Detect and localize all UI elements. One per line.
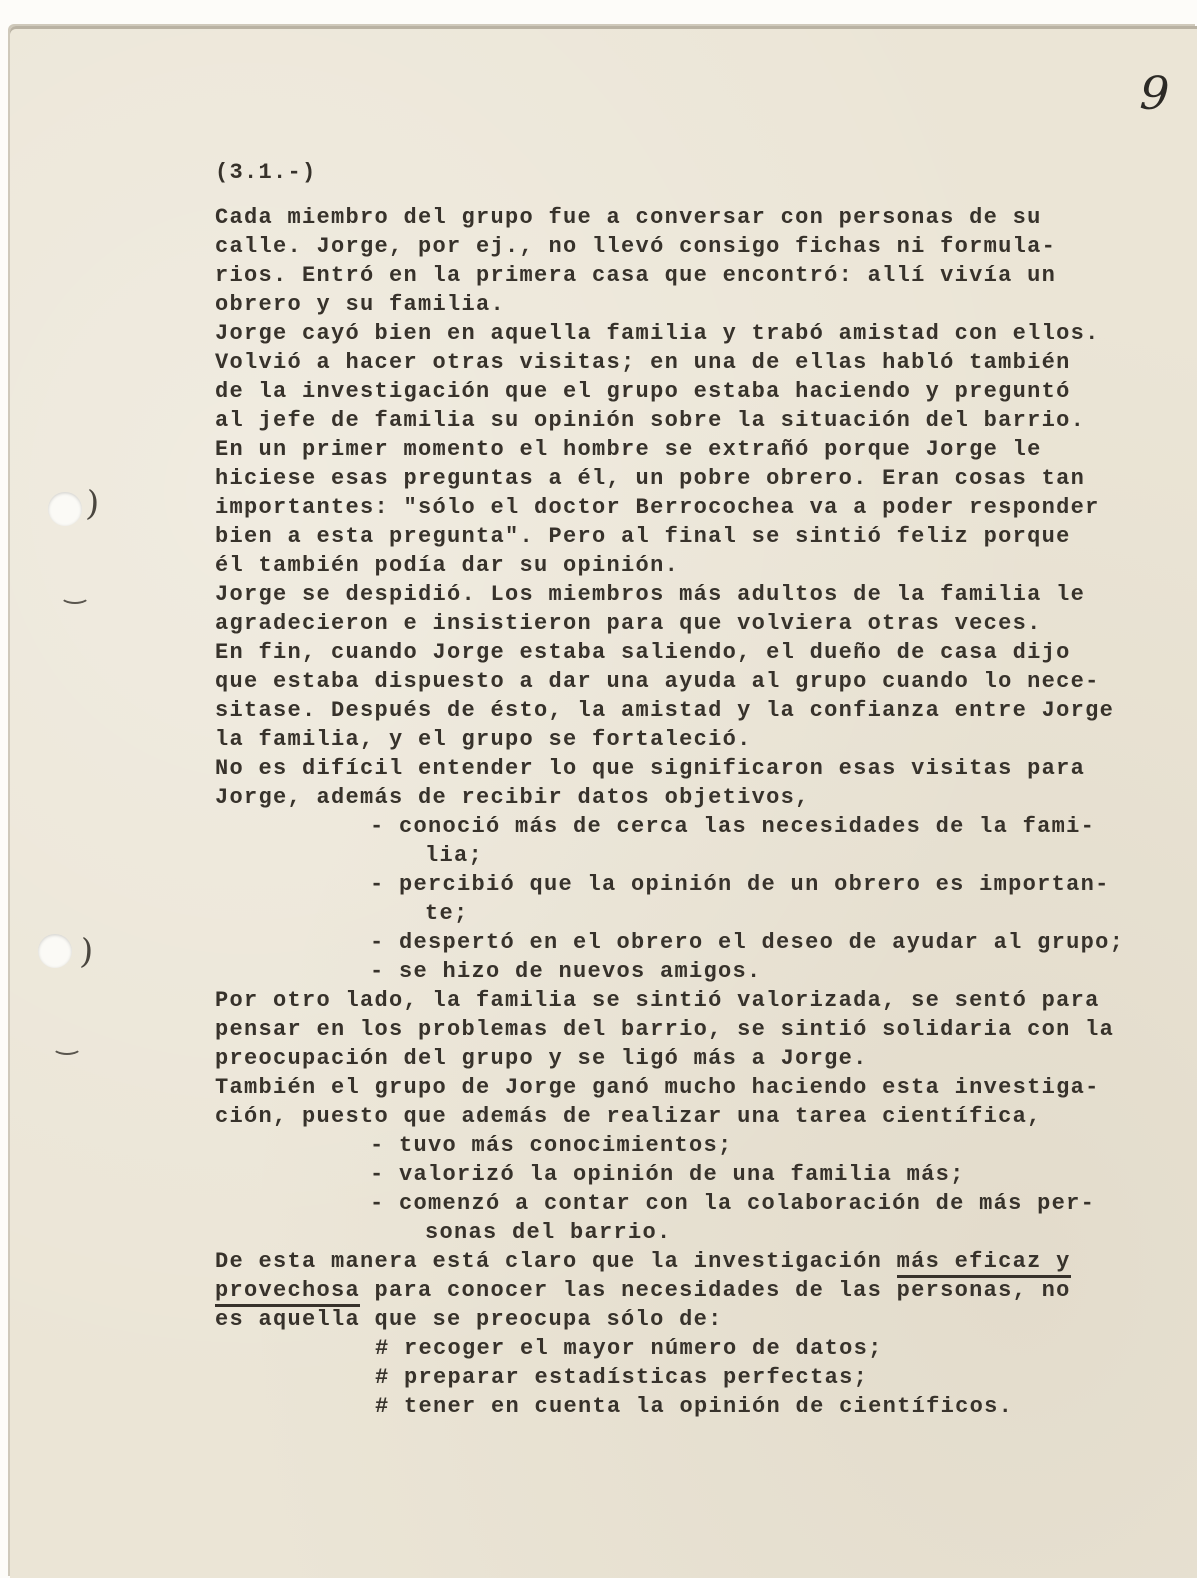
text-segment: - valorizó la opinión de una familia más;: [370, 1162, 965, 1187]
text-segment: preocupación del grupo y se ligó más a Jorge.: [215, 1046, 868, 1071]
text-segment: agradecieron e insistieron para que volviera otras veces.: [215, 611, 1042, 636]
text-segment: - despertó en el obrero el deseo de ayudar al grupo;: [370, 930, 1125, 955]
text-segment: pensar en los problemas del barrio, se sintió solidaria con la: [215, 1017, 1115, 1042]
section-heading: (3.1.-): [215, 160, 317, 185]
text-line: [215, 725, 1165, 754]
text-segment: Cada miembro del grupo fue a conversar con personas de su: [215, 205, 1042, 230]
text-segment: Jorge, además de recibir datos objetivos,: [215, 785, 810, 810]
text-segment: te;: [425, 901, 469, 926]
text-line: [215, 377, 1165, 406]
text-segment: hiciese esas preguntas a él, un pobre obrero. Eran cosas tan: [215, 466, 1086, 491]
text-segment: # tener en cuenta la opinión de científicos.: [375, 1394, 1014, 1419]
text-line: [215, 667, 1165, 696]
text-segment: - tuvo más conocimientos;: [370, 1133, 733, 1158]
handwritten-page-number: 9: [1138, 65, 1171, 121]
text-line: [215, 1334, 1165, 1363]
text-line: [215, 1044, 1165, 1073]
text-line: [215, 261, 1165, 290]
hole-punch-bottom: [38, 934, 72, 968]
text-line: [215, 841, 1165, 870]
text-line: [215, 551, 1165, 580]
text-line: [215, 1218, 1165, 1247]
text-segment: al jefe de familia su opinión sobre la situación del barrio.: [215, 408, 1086, 433]
text-line: [215, 493, 1165, 522]
text-segment: Por otro lado, la familia se sintió valorizada, se sentó para: [215, 988, 1100, 1013]
pen-mark-curve-top: [60, 588, 90, 604]
pen-mark-paren-top: ): [84, 483, 101, 525]
text-line: [215, 232, 1165, 261]
text-line: [215, 783, 1165, 812]
text-line: [215, 522, 1165, 551]
text-segment: No es difícil entender lo que significaron esas visitas para: [215, 756, 1086, 781]
text-segment: En un primer momento el hombre se extrañó porque Jorge le: [215, 437, 1042, 462]
text-segment: es aquella que se preocupa sólo de:: [215, 1307, 723, 1332]
text-segment: También el grupo de Jorge ganó mucho haciendo esta investiga-: [215, 1075, 1100, 1100]
text-segment: Jorge cayó bien en aquella familia y trabó amistad con ellos.: [215, 321, 1100, 346]
text-segment: # preparar estadísticas perfectas;: [375, 1365, 869, 1390]
text-line: [215, 1247, 1165, 1276]
text-segment: de la investigación que el grupo estaba haciendo y preguntó: [215, 379, 1071, 404]
text-segment: lia;: [425, 843, 484, 868]
text-segment: para conocer las necesidades de las personas, no: [360, 1278, 1071, 1303]
text-segment: # recoger el mayor número de datos;: [375, 1336, 883, 1361]
text-segment: - comenzó a contar con la colaboración de más per-: [370, 1191, 1096, 1216]
text-segment: En fin, cuando Jorge estaba saliendo, el dueño de casa dijo: [215, 640, 1071, 665]
text-line: [215, 1392, 1165, 1421]
text-line: [215, 1102, 1165, 1131]
text-line: [215, 435, 1165, 464]
text-line: [215, 638, 1165, 667]
text-line: [215, 464, 1165, 493]
text-segment: - conoció más de cerca las necesidades de la fami-: [370, 814, 1096, 839]
text-segment: - percibió que la opinión de un obrero es importan-: [370, 872, 1110, 897]
pen-mark-curve-bottom: [52, 1039, 82, 1055]
text-segment: importantes: "sólo el doctor Berrocochea va a poder responder: [215, 495, 1100, 520]
text-line: [215, 348, 1165, 377]
underlined-text: más eficaz y: [897, 1249, 1071, 1278]
text-line: [215, 696, 1165, 725]
text-segment: Volvió a hacer otras visitas; en una de ellas habló también: [215, 350, 1071, 375]
text-line: [215, 290, 1165, 319]
text-line: [215, 928, 1165, 957]
text-line: [215, 406, 1165, 435]
text-segment: que estaba dispuesto a dar una ayuda al grupo cuando lo nece-: [215, 669, 1100, 694]
text-segment: sitase. Después de ésto, la amistad y la confianza entre Jorge: [215, 698, 1115, 723]
text-segment: bien a esta pregunta". Pero al final se sintió feliz porque: [215, 524, 1071, 549]
text-segment: ción, puesto que además de realizar una tarea científica,: [215, 1104, 1042, 1129]
text-segment: calle. Jorge, por ej., no llevó consigo fichas ni formula-: [215, 234, 1057, 259]
text-segment: la familia, y el grupo se fortaleció.: [215, 727, 752, 752]
text-line: [215, 1131, 1165, 1160]
text-segment: obrero y su familia.: [215, 292, 506, 317]
text-line: [215, 1363, 1165, 1392]
text-segment: sonas del barrio.: [425, 1220, 672, 1245]
text-line: [215, 1015, 1165, 1044]
hole-punch-top: [48, 492, 82, 526]
text-line: [215, 899, 1165, 928]
underlined-text: provechosa: [215, 1278, 360, 1307]
typewritten-content: [215, 158, 1165, 1421]
text-line: [215, 1189, 1165, 1218]
text-line: [215, 957, 1165, 986]
text-segment: De esta manera está claro que la investigación: [215, 1249, 897, 1274]
text-line: [215, 754, 1165, 783]
document-lines: [215, 203, 1165, 1421]
text-segment: rios. Entró en la primera casa que encontró: allí vivía un: [215, 263, 1057, 288]
text-line: [215, 1276, 1165, 1305]
text-segment: Jorge se despidió. Los miembros más adultos de la familia le: [215, 582, 1086, 607]
text-line: [215, 1160, 1165, 1189]
text-line: [215, 203, 1165, 232]
text-segment: - se hizo de nuevos amigos.: [370, 959, 762, 984]
text-line: [215, 1073, 1165, 1102]
pen-mark-paren-bottom: ): [78, 931, 95, 973]
scanned-page: [10, 26, 1197, 1578]
text-line: [215, 1305, 1165, 1334]
text-line: [215, 812, 1165, 841]
text-line: [215, 580, 1165, 609]
text-line: [215, 870, 1165, 899]
text-line: [215, 986, 1165, 1015]
text-segment: él también podía dar su opinión.: [215, 553, 680, 578]
text-line: [215, 319, 1165, 348]
text-line: [215, 609, 1165, 638]
